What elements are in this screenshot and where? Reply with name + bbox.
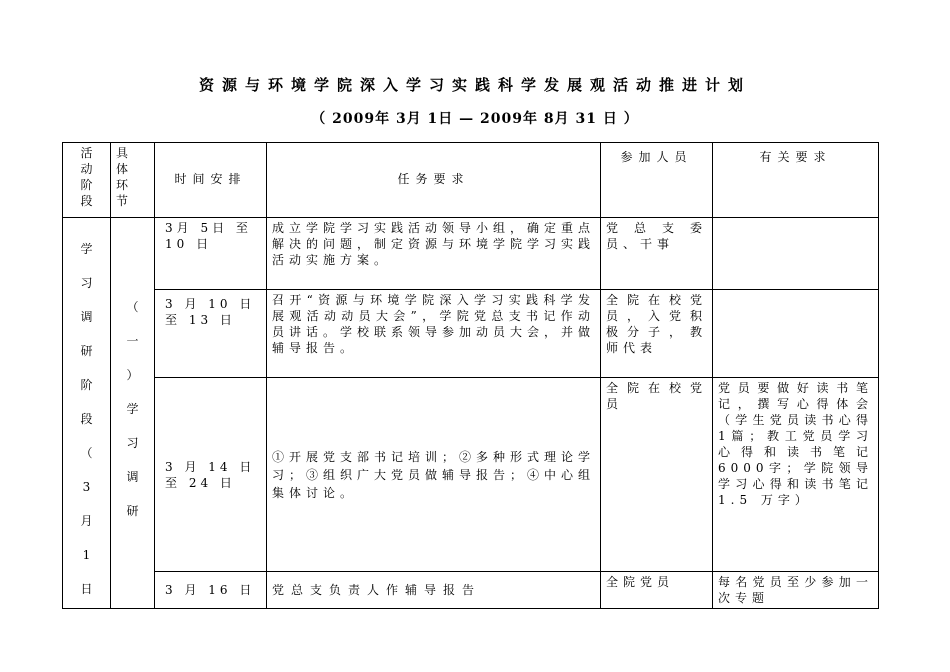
header-stage: 活 动 阶 段	[63, 143, 111, 218]
link-cell: （ 一 ） 学 习 调 研	[111, 218, 155, 609]
row3-task: ①开展党支部书记培训；②多种形式理论学习；③组织广大党员做辅导报告；④中心组集体讨论。	[267, 378, 601, 572]
row3-participants: 全院在校党员	[601, 378, 713, 572]
row2-time: 3 月 10 日 至 13 日	[155, 290, 267, 378]
header-participants: 参加人员	[601, 143, 713, 218]
table-row	[63, 572, 879, 609]
row2-requirements	[713, 290, 879, 378]
document-title: 资源与环境学院深入学习实践科学发展观活动推进计划	[198, 76, 751, 94]
header-time: 时间安排	[155, 143, 267, 218]
header-link: 具 体 环 节	[111, 143, 155, 218]
document-subtitle: （ 2009年 3月 1日 — 2009年 8月 31 日 ）	[311, 111, 639, 127]
header-row	[63, 143, 879, 218]
row4-requirements: 每名党员至少参加一次专题	[713, 572, 879, 609]
row4-participants: 全院党员	[601, 572, 713, 609]
table-row	[63, 218, 879, 290]
plan-table	[62, 142, 879, 609]
table-row	[63, 290, 879, 378]
row1-task: 成立学院学习实践活动领导小组，确定重点解决的问题，制定资源与环境学院学习实践活动实施方案。	[267, 218, 601, 290]
row2-task: 召开“资源与环境学院深入学习实践科学发展观活动动员大会”，学院党总支书记作动员讲话。学校联系领导参加动员大会，并做辅导报告。	[267, 290, 601, 378]
row4-task: 党总支负责人作辅导报告	[267, 572, 601, 609]
stage-cell: 学 习 调 研 阶 段 （ 3 月 1 日	[63, 218, 111, 609]
row3-time: 3 月 14 日 至 24 日	[155, 378, 267, 572]
row3-requirements: 党员要做好读书笔记，撰写心得体会（学生党员读书心得 1篇；教工党员学习心得和读书笔记 6000字；学院领导学习心得和读书笔记 1.5 万字）	[713, 378, 879, 572]
table-row	[63, 378, 879, 572]
row1-requirements	[713, 218, 879, 290]
row1-time: 3月 5日 至 10 日	[155, 218, 267, 290]
row4-time: 3 月 16 日	[155, 572, 267, 609]
row1-participants: 党总支委员、干事	[601, 218, 713, 290]
header-requirements: 有关要求	[713, 143, 879, 218]
row2-participants: 全院在校党员，入党积极分子，教师代表	[601, 290, 713, 378]
header-task: 任务要求	[267, 143, 601, 218]
